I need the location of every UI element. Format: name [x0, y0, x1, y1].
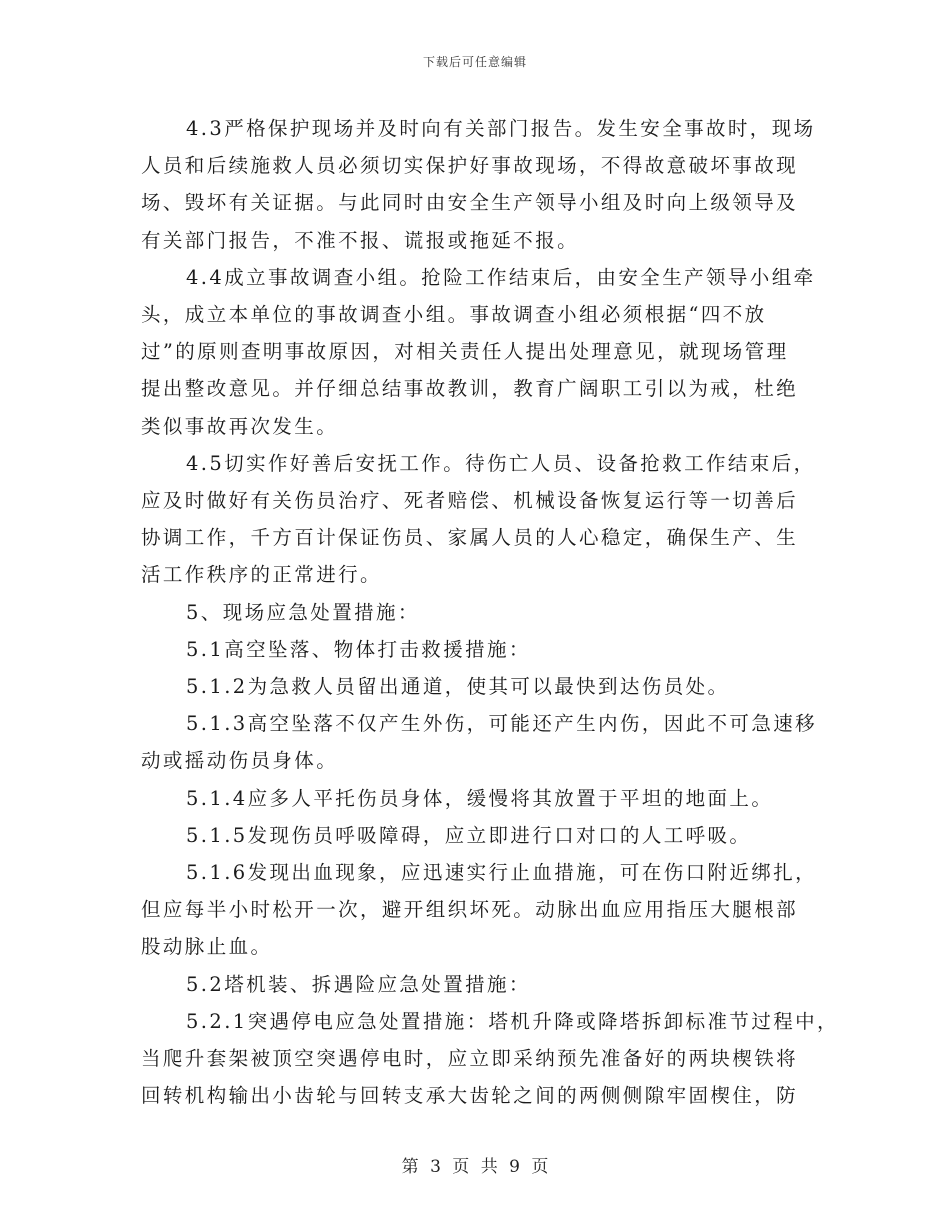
line-text: 4.4成立事故调查小组。抢险工作结束后，由安全生产领导小组牵	[186, 265, 816, 289]
page-footer: 第 3 页 共 9 页	[401, 1157, 549, 1177]
line-text: 应及时做好有关伤员治疗、死者赔偿、机械设备恢复运行等一切善后	[141, 489, 799, 513]
paragraph	[141, 966, 831, 1003]
line-text: 5.1.2为急救人员留出通道，使其可以最快到达伤员处。	[186, 675, 730, 699]
line-text: 4.5切实作好善后安抚工作。待伤亡人员、设备抢救工作结束后，	[186, 451, 816, 475]
paragraph-line	[141, 966, 831, 1003]
paragraph-line	[141, 817, 831, 854]
paragraph-line	[141, 222, 831, 259]
paragraph-line	[141, 184, 831, 221]
paragraph-line	[141, 780, 831, 817]
paragraph-line	[141, 631, 831, 668]
line-text: 头，成立本单位的事故调查小组。事故调查小组必须根据“四不放	[141, 303, 767, 327]
line-text: 5.1高空坠落、物体打击救援措施：	[186, 637, 531, 661]
line-text: 5.1.4应多人平托伤员身体，缓慢将其放置于平坦的地面上。	[186, 786, 774, 810]
line-text: 回转机构输出小齿轮与回转支承大齿轮之间的两侧侧隙牢固楔住，防	[141, 1084, 799, 1108]
paragraph-line	[141, 1003, 839, 1040]
paragraph	[141, 631, 831, 668]
paragraph	[141, 668, 831, 705]
document-body	[141, 110, 839, 1114]
paragraph-line	[141, 705, 831, 742]
line-text: 协调工作，千方百计保证伤员、家属人员的人心稳定，确保生产、生	[141, 526, 799, 550]
line-text: 人员和后续施救人员必须切实保护好事故现场，不得故意破坏事故现	[141, 154, 799, 178]
paragraph-line	[141, 742, 831, 779]
line-text: 4.3严格保护现场并及时向有关部门报告。发生安全事故时，现场	[186, 117, 816, 140]
line-text: 过”的原则查明事故原因，对相关责任人提出处理意见，就现场管理	[141, 340, 789, 364]
paragraph-line	[141, 594, 831, 631]
paragraph	[141, 1003, 839, 1115]
paragraph-line	[141, 928, 831, 965]
line-text: 有关部门报告，不准不报、谎报或拖延不报。	[141, 228, 580, 252]
line-text: 股动脉止血。	[141, 935, 273, 959]
paragraph	[141, 594, 831, 631]
paragraph-line	[141, 259, 831, 296]
line-text: 5.2.1突遇停电应急处置措施：塔机升降或降塔拆卸标准节过程中，	[186, 1009, 839, 1033]
header-note: 下载后可任意编辑	[422, 55, 527, 69]
line-text: 5.2塔机装、拆遇险应急处置措施：	[186, 972, 531, 996]
paragraph-line	[141, 333, 831, 370]
line-text: 5.1.5发现伤员呼吸障碍，应立即进行口对口的人工呼吸。	[186, 823, 752, 847]
paragraph	[141, 705, 831, 779]
paragraph-line	[141, 408, 831, 445]
paragraph	[141, 445, 831, 594]
paragraph	[141, 780, 831, 817]
line-text: 但应每半小时松开一次，避开组织坏死。动脉出血应用指压大腿根部	[141, 898, 799, 922]
paragraph-line	[141, 854, 831, 891]
paragraph-line	[141, 519, 831, 556]
line-text: 当爬升套架被顶空突遇停电时，应立即采纳预先准备好的两块楔铁将	[141, 1047, 799, 1071]
paragraph-line	[141, 891, 831, 928]
line-text: 活工作秩序的正常进行。	[141, 563, 382, 587]
paragraph-line	[141, 147, 831, 184]
line-text: 场、毁坏有关证据。与此同时由安全生产领导小组及时向上级领导及	[141, 191, 799, 215]
paragraph-line	[141, 1040, 831, 1077]
paragraph-line	[141, 110, 831, 147]
paragraph	[141, 817, 831, 854]
line-text: 动或摇动伤员身体。	[141, 749, 339, 773]
paragraph-line	[141, 445, 831, 482]
line-text: 类似事故再次发生。	[141, 414, 339, 438]
paragraph-line	[141, 482, 831, 519]
line-text: 提出整改意见。并仔细总结事故教训，教育广阔职工引以为戒，杜绝	[141, 377, 799, 401]
line-text: 5.1.6发现出血现象，应迅速实行止血措施，可在伤口附近绑扎，	[186, 861, 818, 885]
line-text: 5.1.3高空坠落不仅产生外伤，可能还产生内伤，因此不可急速移	[186, 712, 818, 736]
paragraph-line	[141, 556, 831, 593]
paragraph-line	[141, 668, 831, 705]
paragraph	[141, 259, 831, 445]
paragraph-line	[141, 1077, 831, 1114]
paragraph	[141, 110, 831, 259]
paragraph-line	[141, 296, 831, 333]
paragraph-line	[141, 370, 831, 407]
line-text: 5、现场应急处置措施：	[186, 600, 420, 624]
paragraph	[141, 854, 831, 966]
